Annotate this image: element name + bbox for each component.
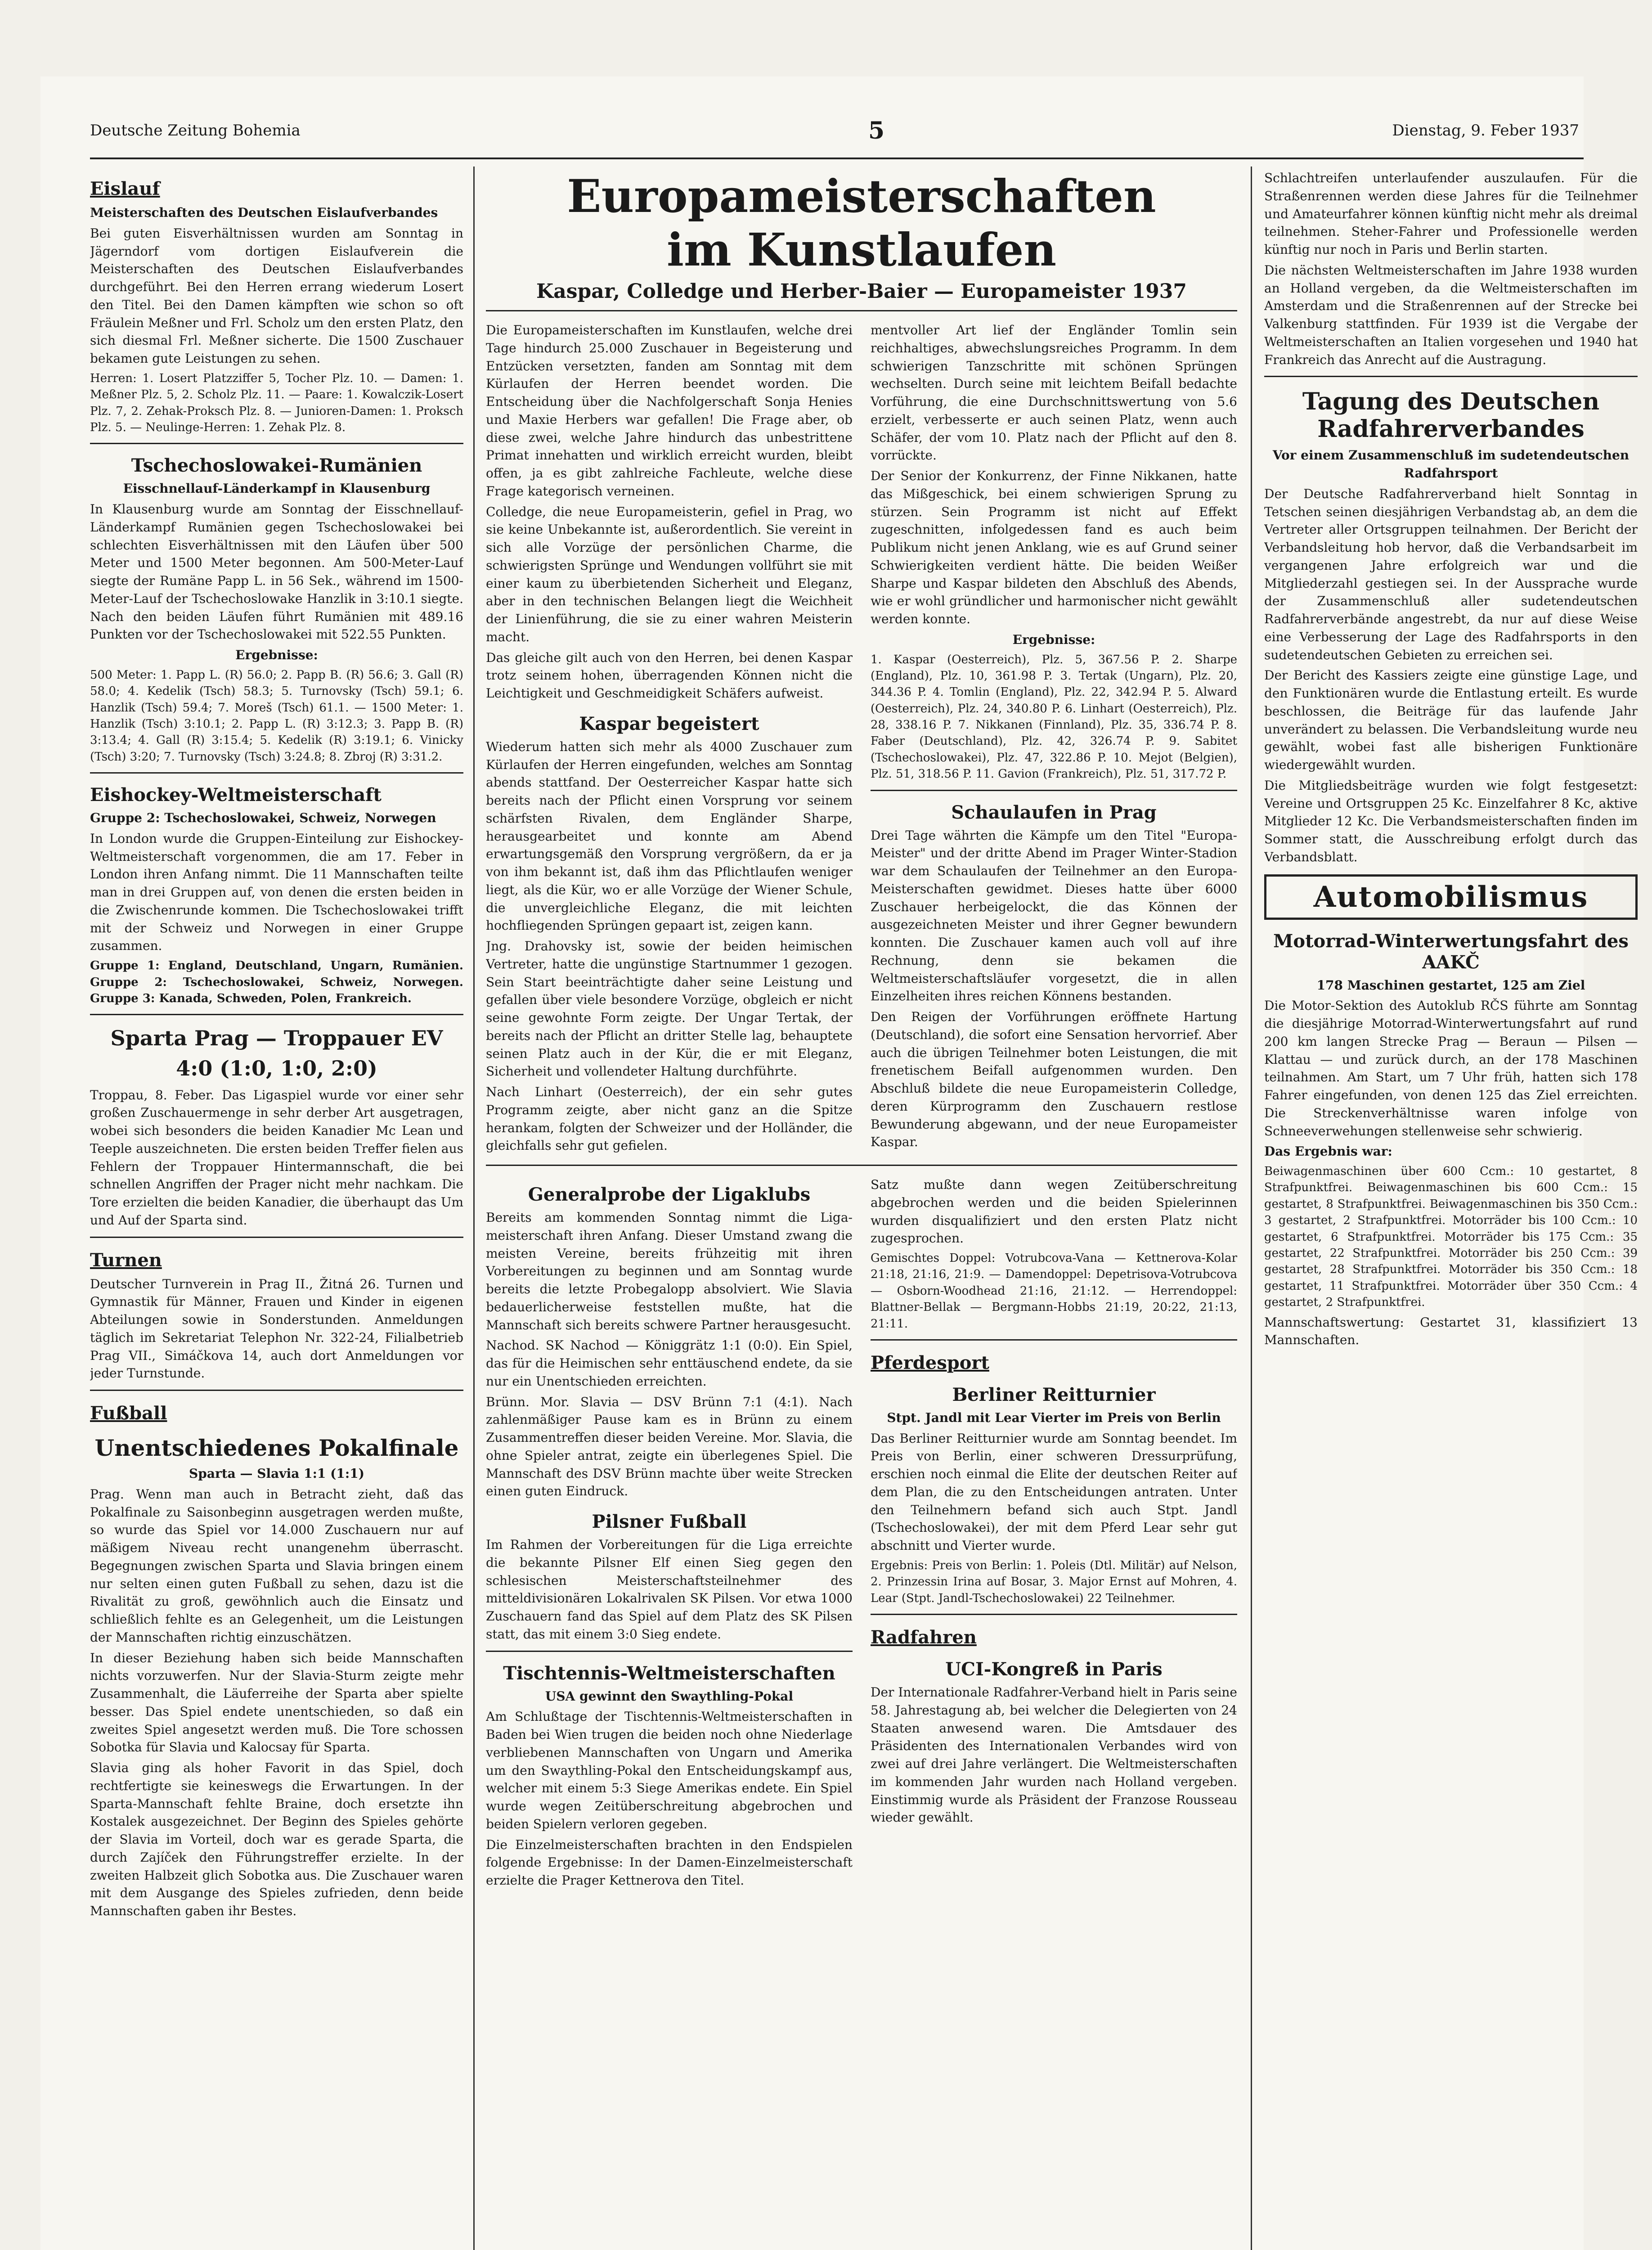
column-right (1264, 166, 1638, 2250)
article-text: Die Einzelmeisterschaften brachten in den Endspielen folgende Ergebnisse: In der Damen-Einzelmeisterschaft erzielte die Prager Kettnerova den Titel. (486, 1837, 853, 1888)
article-headline: Tschechoslowakei-Rumänien (131, 455, 422, 477)
page-header (90, 117, 1584, 159)
article-text: Slavia ging als hoher Favorit in das Spiel, doch rechtfertigte sie keineswegs die Erwartungen. In der Sparta-Mannschaft fehlte Braine, doch ersetzte ihn Kostalek ausgezeichnet. Der Beginn des Spieles gehörte der Slavia im Vorteil, doch war es gerade Sparta, die durch Zajíček den Führungstreffer erzielte. In der zweiten Halbzeit glich Sobotka aus. Die Zuschauer waren mit dem Ausgange des Spieles zufrieden, denn beide Mannschaften gaben ihr Bestes. (90, 1760, 463, 1919)
article-text: Mannschaftswertung: Gestartet 31, klassifiziert 13 Mannschaften. (1264, 1314, 1638, 1348)
group-list: Gruppe 1: England, Deutschland, Ungarn, Rumänien. Gruppe 2: Tschechoslowakei, Schweiz, Norwegen. Gruppe 3: Kanada, Schweden, Polen, Frankreich. (90, 959, 463, 1005)
article-text: mentvoller Art lief der Engländer Tomlin sein reichhaltiges, abwechslungsreiches Programm. In dem schwierigen Tanzschritte mit schönen Sprüngen wechselten. Durch seine mit leichtem Beifall bedachte Vorführung, die eine Durchschnittswertung von 5.6 erzielt, verbesserte er auch seinen Platz, wenn auch Schäfer, der vom 10. Platz nach der Pflicht auf den 8. vorrückte. (871, 323, 1237, 463)
article-text: Im Rahmen der Vorbereitungen für die Liga erreichte die bekannte Pilsner Elf einen Sieg gegen den schlesischen Meisterschaftsteilnehmer des mitteldivisionären Lokalrivalen SK Pilsen. Vor etwa 1000 Zuschauern fand das Spiel auf dem Platz des SK Pilsen statt, das mit einem 3:0 Sieg endete. (486, 1537, 853, 1642)
article-text: Die nächsten Weltmeisterschaften im Jahre 1938 wurden an Holland vergeben, da die Weltmeisterschaften im Amsterdam und die Straßenrennen auf der Strecke bei Valkenburg stattfinden. Für 1939 ist die Vergabe der Weltmeisterschaften an Italien vorgesehen und 1940 hat Frankreich das Anrecht auf die Austragung. (1264, 262, 1638, 367)
divider (90, 1014, 463, 1015)
lower-columns (486, 1173, 1237, 1892)
article-text: Deutscher Turnverein in Prag II., Žitná 26. Turnen und Gymnastik für Männer, Frauen und Kinder in eigenen Abteilungen sowie in Sonderstunden. Anmeldungen täglich im Sekretariat Telephon Nr. 322-24, Filialbetrieb Prag VII., Simáčkova 14, auch dort Anmeldungen vor jeder Turnstunde. (90, 1276, 463, 1381)
section-banner: Automobilismus (1264, 874, 1638, 920)
divider (1264, 376, 1638, 377)
divider (871, 1614, 1237, 1615)
section-heading: Eislauf (90, 178, 160, 199)
match-score: 4:0 (1:0, 1:0, 2:0) (176, 1056, 377, 1081)
results-heading: Ergebnisse: (1012, 632, 1095, 647)
page-number: 5 (868, 117, 885, 144)
results-text: Ergebnis: Preis von Berlin: 1. Poleis (Dtl. Militär) auf Nelson, 2. Prinzessin Irina auf Bosar, 3. Major Ernst auf Mohren, 4. Lear (Stpt. Jandl-Tschechoslowakei) 22 Teilnehmer. (871, 1558, 1237, 1605)
article-headline: UCI-Kongreß in Paris (945, 1659, 1163, 1680)
issue-date: Dienstag, 9. Feber 1937 (1392, 122, 1579, 140)
article-text: Nach Linhart (Oesterreich), der ein sehr gutes Programm zeigte, aber nicht ganz an die Spitze herankam, folgten der Schweizer und der Holländer, die gleichfalls sehr gut gefielen. (486, 1084, 853, 1153)
article-headline: Unentschiedenes Pokalfinale (94, 1435, 459, 1462)
article-text: In London wurde die Gruppen-Einteilung zur Eishockey-Weltmeisterschaft vorgenommen, die am 17. Feber in London ihren Anfang nimmt. Die 11 Mannschaften teilte man in drei Gruppen auf, von denen die ersten beiden in die Zwischenrunde kommen. Die Tschechoslowakei trifft mit der Schweiz und Norwegen in einer Gruppe zusammen. (90, 831, 463, 954)
article-headline: Sparta Prag — Troppauer EV (110, 1026, 443, 1051)
divider (486, 310, 1237, 311)
article-text: Colledge, die neue Europameisterin, gefiel in Prag, wo sie keine Unbekannte ist, außerordentlich. Sie vereint in sich alle Vorzüge der persönlichen Charme, die schwierigsten Sprünge und Wendungen vollführt sie mit einer kaum zu überbietenden Sicherheit und Eleganz, aber in den technischen Belangen liegt die Weichheit der Linienführung, die sie zu einer wahren Meisterin macht. (486, 504, 853, 644)
article-text: Nachod. SK Nachod — Königgrätz 1:1 (0:0). Ein Spiel, das für die Heimischen sehr enttäuschend endete, da sie nur ein Unentschieden erreichten. (486, 1338, 853, 1389)
divider (486, 1165, 1237, 1166)
article-text: Drei Tage währten die Kämpfe um den Titel "Europa-Meister" und der dritte Abend im Prager Winter-Stadion war dem Schaulaufen der Teilnehmer an den Europa-Meisterschaften gewidmet. Dieses hatte über 6000 Zuschauer herbeigelockt, die das Können der ausgezeichneten Meister und ihrer Gegner bewundern konnten. Die Zuschauer kamen auch voll auf ihre Rechnung, denn sie bekamen die Weltmeisterschaftsläufer vorgesetzt, die in allen Einzelheiten ihres reichen Könnens bestanden. (871, 828, 1237, 1004)
section-heading: Radfahren (871, 1627, 977, 1648)
results-text: 500 Meter: 1. Papp L. (R) 56.0; 2. Papp B. (R) 56.6; 3. Gall (R) 58.0; 4. Kedelik (Tsch) 58.3; 5. Turnovsky (Tsch) 59.1; 6. Hanzlik (Tsch) 59.4; 7. Moreš (Tsch) 61.1. — 1500 Meter: 1. Hanzlik (Tsch) 3:10.1; 2. Papp L. (R) 3:12.3; 3. Papp B. (R) 3:13.4; 4. Gall (R) 3:15.4; 5. Kedelik (R) 3:19.1; 6. Vinicky (Tsch) 3:20; 7. Turnovsky (Tsch) 3:24.8; 8. Zbroj (R) 3:31.2. (90, 668, 463, 764)
article-headline-line1: Tagung des Deutschen (1302, 388, 1600, 416)
section-heading: Turnen (90, 1249, 162, 1271)
column-rule (473, 166, 475, 2250)
divider (90, 1390, 463, 1391)
main-subtitle: Kaspar, Colledge und Herber-Baier — Europameister 1937 (536, 280, 1187, 303)
article-text: Der Senior der Konkurrenz, der Finne Nikkanen, hatte das Mißgeschick, bei einem schwierigen Sprung zu stürzen. Sein Programm ist nicht auf Effekt zugeschnitten, infolgedessen fand es auch beim Publikum nicht jenen Anklang, wie es auf Grund seiner Schwierigkeiten verdient hätte. Die beiden Weißer Sharpe und Kaspar bildeten den Abschluß des Abends, wie er wohl gründlicher und harmonischer nicht gewählt werden konnte. (871, 468, 1237, 626)
divider (90, 443, 463, 444)
article-text: Prag. Wenn man auch in Betracht zieht, daß das Pokalfinale zu Saisonbeginn ausgetragen werden mußte, so wurde das Spiel vor 14.000 Zuschauern nur auf mäßigem Niveau recht unangenehm überrascht. Begegnungen zwischen Sparta und Slavia bringen einem nur selten einen guten Fußball zu sehen, dazu ist die Rivalität zu groß, gewöhnlich auch die Einsatz und schließlich fehlte es an Gelegenheit, um die Leistungen der Mannschaften richtig einzuschätzen. (90, 1486, 463, 1645)
article-text: In Klausenburg wurde am Sonntag der Eisschnellauf-Länderkampf Rumänien gegen Tschechoslowakei bei schlechten Eisverhältnissen mit den Läufen über 500 Meter und 1500 Meter begonnen. Am 500-Meter-Lauf siegte der Rumäne Papp L. in 56 Sek., während im 1500-Meter-Lauf der Tschechoslowake Hanzlik in 3:10.1 siegte. Nach den beiden Läufen führt Rumänien mit 489.16 Punkten vor der Tschechoslowakei mit 522.55 Punkten. (90, 502, 463, 642)
article-text: Die Europameisterschaften im Kunstlaufen, welche drei Tage hindurch 25.000 Zuschauer in Begeisterung und Entzücken versetzten, fanden am Sonntag mit dem Kürlaufen der Herren beendet worden. Die Entscheidung über die Nachfolgerschaft Sonja Henies und Maxie Herbers war gefallen! Die Frage aber, ob diese zwei, welche Jahre hindurch das unbestrittene Primat innehatten und wirklich erreicht wurden, bleibt offen, ja es gibt zahlreiche Fachleute, welche diese Frage kategorisch verneinen. (486, 323, 853, 499)
article-text: Jng. Drahovsky ist, sowie der beiden heimischen Vertreter, hatte die ungünstige Startnummer 1 gezogen. Sein Start beeinträchtigte daher seine Leistung und gefallen über viele besondere Vorzüge, obgleich er nicht seine gewohnte Form zeigte. Der Ungar Tertak, der bereits nach der Pflicht an dritter Stelle lag, behauptete seinen Platz auch in der Kür, die er mit Eleganz, Sicherheit und vollendeter Haltung durchführte. (486, 939, 853, 1079)
article-subtitle: Stpt. Jandl mit Lear Vierter im Preis von Berlin (887, 1410, 1221, 1425)
column-center (486, 166, 1237, 2250)
article-text: Die Mitgliedsbeiträge wurden wie folgt festgesetzt: Vereine und Ortsgruppen 25 Kc. Einzelfahrer 8 Kc, aktive Mitglieder 12 Kc. Die Verbandsmeisterschaften finden im Sommer statt, die Ausschreibung erfolgt durch das Verbandsblatt. (1264, 778, 1638, 864)
article-text: Bereits am kommenden Sonntag nimmt die Liga-meisterschaft ihren Anfang. Dieser Umstand zwang die meisten Vereine, bereits frühzeitig mit ihren Vorbereitungen zu beginnen und am Sonntag wurde bereits die letzte Probegalopp absolviert. Wie Slavia bedauerlicherweise feststellen mußte, hat die Mannschaft sich bereits schwere Partner herausgesucht. (486, 1210, 853, 1332)
article-subheading: Schaulaufen in Prag (951, 801, 1157, 823)
results-text: 1. Kaspar (Oesterreich), Plz. 5, 367.56 P. 2. Sharpe (England), Plz. 10, 361.98 P. 3. Tertak (Ungarn), Plz. 20, 344.36 P. 4. Tomlin (England), Plz. 22, 342.94 P. 5. Alward (Oesterreich), Plz. 24, 340.80 P. 6. Linhart (Oesterreich), Plz. 28, 338.16 P. 7. Nikkanen (Finnland), Plz. 35, 336.74 P. 8. Faber (Deutschland), Plz. 42, 326.74 P. 9. Sabitet (Tschechoslowakei), Plz. 47, 322.86 P. 10. Mejot (Belgien), Plz. 51, 318.56 P. 11. Gavion (Frankreich), Plz. 51, 317.72 P. (871, 652, 1237, 781)
section-heading: Fußball (90, 1403, 167, 1424)
main-headline-line2: im Kunstlaufen (666, 223, 1057, 276)
article-text: Am Schlußtage der Tischtennis-Weltmeisterschaften in Baden bei Wien trugen die beiden noch ohne Niederlage verbliebenen Mannschaften von Ungarn und Amerika um den Swaythling-Pokal den Entscheidungskampf aus, welcher mit einem 5:3 Siege Amerikas endete. Ein Spiel wurde wegen Zeitüberschreitung abgebrochen und beiden Spielern verloren gegeben. (486, 1709, 853, 1832)
article-text: Schlachtreifen unterlaufender auszulaufen. Für die Straßenrennen werden diese Jahres für die Teilnehmer und Amateurfahrer können künftig nicht mehr als dreimal teilnehmen. Steher-Fahrer und Professionelle werden künftig nur noch in Paris und Berlin starten. (1264, 171, 1638, 257)
main-headline-line1: Europameisterschaften (567, 170, 1156, 223)
divider (90, 772, 463, 774)
divider (871, 1339, 1237, 1341)
article-text: Das gleiche gilt auch von den Herren, bei denen Kaspar trotz seinem hohen, überragenden Können nicht die Leichtigkeit und Geschmeidigkeit Schäfers aufweist. (486, 650, 853, 701)
results-text: Beiwagenmaschinen über 600 Ccm.: 10 gestartet, 8 Strafpunktfrei. Beiwagenmaschinen bis 600 Ccm.: 15 gestartet, 8 Strafpunktfrei. Beiwagenmaschinen bis 350 Ccm.: 3 gestartet, 2 Strafpunktfrei. Motorräder bis 100 Ccm.: 10 gestartet, 6 Strafpunktfrei. Motorräder bis 175 Ccm.: 35 gestartet, 22 Strafpunktfrei. Motorräder bis 250 Ccm.: 39 gestartet, 28 Strafpunktfrei. Motorräder bis 350 Ccm.: 18 gestartet, 11 Strafpunktfrei. Motorräder über 350 Ccm.: 4 gestartet, 2 Strafpunktfrei. (1264, 1165, 1638, 1310)
article-text: Der Deutsche Radfahrerverband hielt Sonntag in Tetschen seinen diesjährigen Verbandstag ab, an dem die Vertreter aller Ortsgruppen teilnahmen. Der Bericht der Verbandsleitung hob hervor, daß die Verbandsarbeit im vergangenen Jahre erfolgreich war und die Mitgliederzahl gestiegen sei. In der Aussprache wurde der Zusammenschluß aller sudetendeutschen Radfahrerverbände angestrebt, da nur auf diese Weise eine Verbesserung der Lage des Radfahrsports in den sudetendeutschen Gebieten zu erreichen sei. (1264, 486, 1638, 662)
column-left (90, 166, 463, 2250)
article-text: Der Internationale Radfahrer-Verband hielt in Paris seine 58. Jahrestagung ab, bei welcher die Delegierten von 24 Staaten anwesend waren. Die Amtsdauer des Präsidenten des Internationalen Verbandes wird von zwei auf drei Jahre verlängert. Die Weltmeisterschaften im kommenden Jahr wurden nach Holland vergeben. Einstimmig wurde als Präsident der Franzose Rousseau wieder gewählt. (871, 1685, 1237, 1825)
subcolumn-right (871, 319, 1237, 1157)
divider (90, 1237, 463, 1238)
divider (871, 790, 1237, 791)
article-text: Die Motor-Sektion des Autoklub RČS führte am Sonntag die diesjährige Motorrad-Winterwertungsfahrt auf rund 200 km langen Strecke Prag — Beraun — Pilsen — Klattau — und zurück durch, an der 178 Maschinen teilnahmen. Am Start, um 7 Uhr früh, hatten sich 178 Fahrer eingefunden, von denen 125 das Ziel erreichten. Die Streckenverhältnisse waren infolge von Schneeverwehungen stellenweise sehr schwierig. (1264, 998, 1638, 1138)
subcolumn-left (486, 1173, 853, 1892)
article-text: Brünn. Mor. Slavia — DSV Brünn 7:1 (4:1). Nach zahlenmäßiger Pause kam es in Brünn zu einem Zusammentreffen dieser beiden Vereine. Mor. Slavia, die ohne Spieler antrat, zeigte ein überlegenes Spiel. Die Mannschaft des DSV Brünn machte über weite Strecken einen guten Eindruck. (486, 1394, 853, 1499)
newspaper-page (40, 76, 1638, 2250)
article-subtitle: 178 Maschinen gestartet, 125 am Ziel (1316, 977, 1585, 993)
article-text: Wiederum hatten sich mehr als 4000 Zuschauer zum Kürlaufen der Herren eingefunden, welches am Sonntag abends stattfand. Der Oesterreicher Kaspar hatte sich bereits nach der Pflicht einen Vorsprung vor seinem schärfsten Rivalen, dem Engländer Sharpe, herausgearbeitet und konnte am Abend erwartungsgemäß den Vorsprung vergrößern, da er ja von ihm bekannt ist, daß ihm das Pflichtlaufen weniger liegt, als die Kür, wo er alle Vorzüge der Wiener Schule, die unvergleichliche Eleganz, die mit leichten hochfliegenden Sprüngen gepaart ist, zeigen kann. (486, 739, 853, 933)
column-rule (1251, 166, 1252, 2250)
article-headline: Berliner Reitturnier (952, 1384, 1156, 1405)
article-text: Den Reigen der Vorführungen eröffnete Hartung (Deutschland), die sofort eine Sensation hervorrief. Aber auch die übrigen Teilnehmer boten Leistungen, die mit frenetischem Beifall aufgenommen wurden. Den Abschluß bildete die neue Europameisterin Colledge, deren Kürprogramm den Zuschauern restlose Bewunderung abgewann, und der neue Europameister Kaspar. (871, 1009, 1237, 1150)
article-subheading: Pilsner Fußball (592, 1511, 747, 1532)
results-text: Herren: 1. Losert Platzziffer 5, Tocher Plz. 10. — Damen: 1. Meßner Plz. 5, 2. Scholz Plz. 11. — Paare: 1. Kowalczik-Losert Plz. 7, 2. Zehak-Proksch Plz. 8. — Junioren-Damen: 1. Proksch Plz. 5. — Neulinge-Herren: 1. Zehak Plz. 8. (90, 371, 463, 434)
article-text: Das Berliner Reitturnier wurde am Sonntag beendet. Im Preis von Berlin, einer schweren Dressurprüfung, erschien noch einmal die Elite der deutschen Reiter auf dem Plan, die zu den Entscheidungen antraten. Unter den Teilnehmern befand sich auch Stpt. Jandl (Tschechoslowakei), der mit dem Pferd Lear sehr gut abschnitt und Vierter wurde. (871, 1431, 1237, 1553)
article-subtitle: USA gewinnt den Swaythling-Pokal (545, 1688, 794, 1704)
subcolumn-right (871, 1173, 1237, 1892)
article-headline: Motorrad-Winterwertungsfahrt des AAKČ (1273, 930, 1629, 973)
subcolumn-left (486, 319, 853, 1157)
article-subtitle: Gruppe 2: Tschechoslowakei, Schweiz, Norwegen (90, 810, 436, 826)
article-headline: Tischtennis-Weltmeisterschaften (503, 1662, 835, 1684)
section-heading: Pferdesport (871, 1352, 989, 1373)
results-heading: Das Ergebnis war: (1264, 1144, 1392, 1159)
article-subheading: Kaspar begeistert (579, 713, 759, 734)
results-text: Gemischtes Doppel: Votrubcova-Vana — Kettnerova-Kolar 21:18, 21:16, 21:9. — Damendoppel: Depetrisova-Votrubcova — Osborn-Woodhead 21:16, 21:12. — Herrendoppel: Blattner-Bellak — Bergmann-Hobbs 21:19, 20:22, 21:13, 21:11. (871, 1251, 1237, 1331)
masthead: Deutsche Zeitung Bohemia (90, 122, 301, 140)
article-text: Der Bericht des Kassiers zeigte eine günstige Lage, und den Funktionären wurde die Entlastung erteilt. Es wurde beschlossen, die Beiträge für das laufende Jahr unverändert zu belassen. Die Verbandsleitung wurde neu gewählt, wobei fast alle bisherigen Funktionäre wiedergewählt wurden. (1264, 668, 1638, 772)
article-headline: Eishockey-Weltmeisterschaft (90, 784, 382, 806)
article-headline-line2: Radfahrerverbandes (1317, 415, 1585, 443)
article-columns (486, 319, 1237, 1157)
match-score: Sparta — Slavia 1:1 (1:1) (189, 1466, 364, 1481)
article-headline: Generalprobe der Ligaklubs (528, 1184, 811, 1205)
divider (486, 1651, 853, 1652)
article-text: Bei guten Eisverhältnissen wurden am Sonntag in Jägerndorf vom dortigen Eislaufverein die Meisterschaften des Deutschen Eislaufverbandes durchgeführt. Bei den Herren errang wiederum Losert den Titel. Bei den Damen kämpften wie schon so oft Fräulein Meßner und Frl. Scholz um den ersten Platz, den sich diesmal Frl. Meßner sicherte. Die 1500 Zuschauer bekamen gute Leistungen zu sehen. (90, 225, 463, 366)
results-heading: Ergebnisse: (235, 648, 318, 663)
article-text: Satz mußte dann wegen Zeitüberschreitung abgebrochen werden und die beiden Spielerinnen wurden disqualifiziert und den ersten Platz nicht zugesprochen. (871, 1177, 1237, 1246)
article-title: Meisterschaften des Deutschen Eislaufverbandes (90, 205, 438, 220)
article-text: Troppau, 8. Feber. Das Ligaspiel wurde vor einer sehr großen Zuschauermenge in sehr derber Art ausgetragen, wobei sich besonders die beiden Kanadier Mc Lean und Teeple auszeichneten. Die ersten beiden Treffer fielen aus Fehlern der Troppauer Hintermannschaft, die bei schnellen Angriffen der Prager nicht mehr nachkam. Die Tore erzielten die beiden Kanadier, die überhaupt das Um und Auf der Sparta sind. (90, 1087, 463, 1228)
article-text: In dieser Beziehung haben sich beide Mannschaften nichts vorzuwerfen. Nur der Slavia-Sturm zeigte mehr Zusammenhalt, die Läuferreihe der Sparta aber spielte besser. Das Spiel endete unentschieden, so daß ein zweites Spiel angesetzt werden muß. Die Tore schossen Sobotka für Slavia und Kalocsay für Sparta. (90, 1650, 463, 1755)
article-subtitle: Vor einem Zusammenschluß im sudetendeutschen Radfahrsport (1272, 448, 1630, 481)
article-subtitle: Eisschnellauf-Länderkampf in Klausenburg (123, 481, 431, 496)
